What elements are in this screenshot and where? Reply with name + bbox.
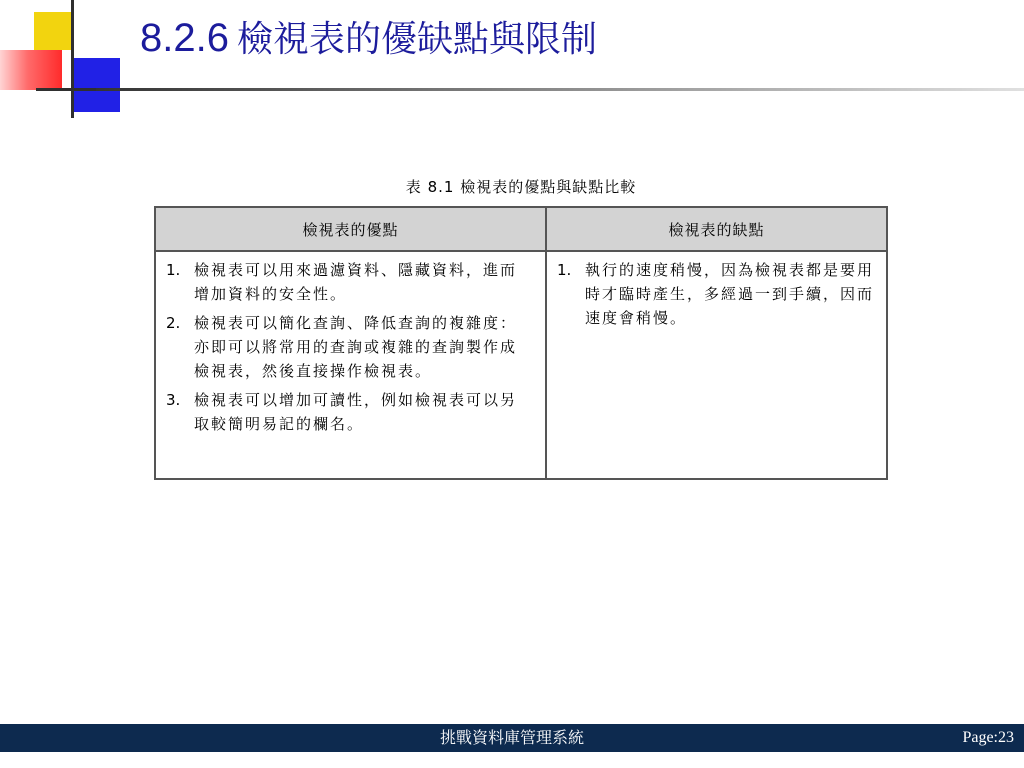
footer-title: 挑戰資料庫管理系統 [439, 728, 584, 747]
footer-bar [0, 724, 1024, 752]
header-disadvantages: 檢視表的缺點 [546, 207, 887, 251]
list-item-text: 檢視表可以簡化查詢、降低查詢的複雜度：亦即可以將常用的查詢或複雜的查詢製作成檢視表，然後直接操作檢視表。 [194, 314, 518, 380]
slide-title-number: 8.2.6 [140, 16, 229, 60]
list-item-text: 檢視表可以增加可讀性，例如檢視表可以另取較簡明易記的欄名。 [194, 391, 518, 433]
table-header-row [155, 207, 887, 251]
list-item [166, 311, 533, 383]
vertical-line-decoration [71, 0, 74, 118]
yellow-square-decoration [34, 12, 74, 50]
slide-title-text: 檢視表的優缺點與限制 [236, 19, 597, 60]
advantages-cell [155, 251, 546, 479]
table-caption: 表 8.1 檢視表的優點與缺點比較 [405, 178, 637, 196]
list-item-text: 執行的速度稍慢，因為檢視表都是要用時才臨時產生，多經過一到手續，因而速度會稍慢。 [585, 261, 875, 327]
list-item [166, 258, 533, 306]
decorative-logo [0, 0, 130, 120]
list-item-text: 檢視表可以用來過濾資料、隱藏資料，進而增加資料的安全性。 [194, 261, 518, 303]
slide-title [140, 10, 597, 68]
table-row [155, 251, 887, 479]
red-gradient-decoration [0, 50, 62, 90]
title-underline [96, 88, 1024, 91]
page-number: Page:23 [962, 729, 1014, 746]
header-advantages: 檢視表的優點 [155, 207, 546, 251]
list-item-number: 1. [166, 261, 181, 279]
list-item-number: 1. [557, 261, 572, 279]
disadvantages-cell [546, 251, 887, 479]
advantages-list [166, 258, 533, 436]
blue-square-decoration [74, 58, 120, 112]
list-item [166, 388, 533, 436]
list-item [557, 258, 874, 330]
list-item-number: 2. [166, 314, 181, 332]
comparison-table [154, 206, 888, 480]
list-item-number: 3. [166, 391, 181, 409]
disadvantages-list [557, 258, 874, 330]
